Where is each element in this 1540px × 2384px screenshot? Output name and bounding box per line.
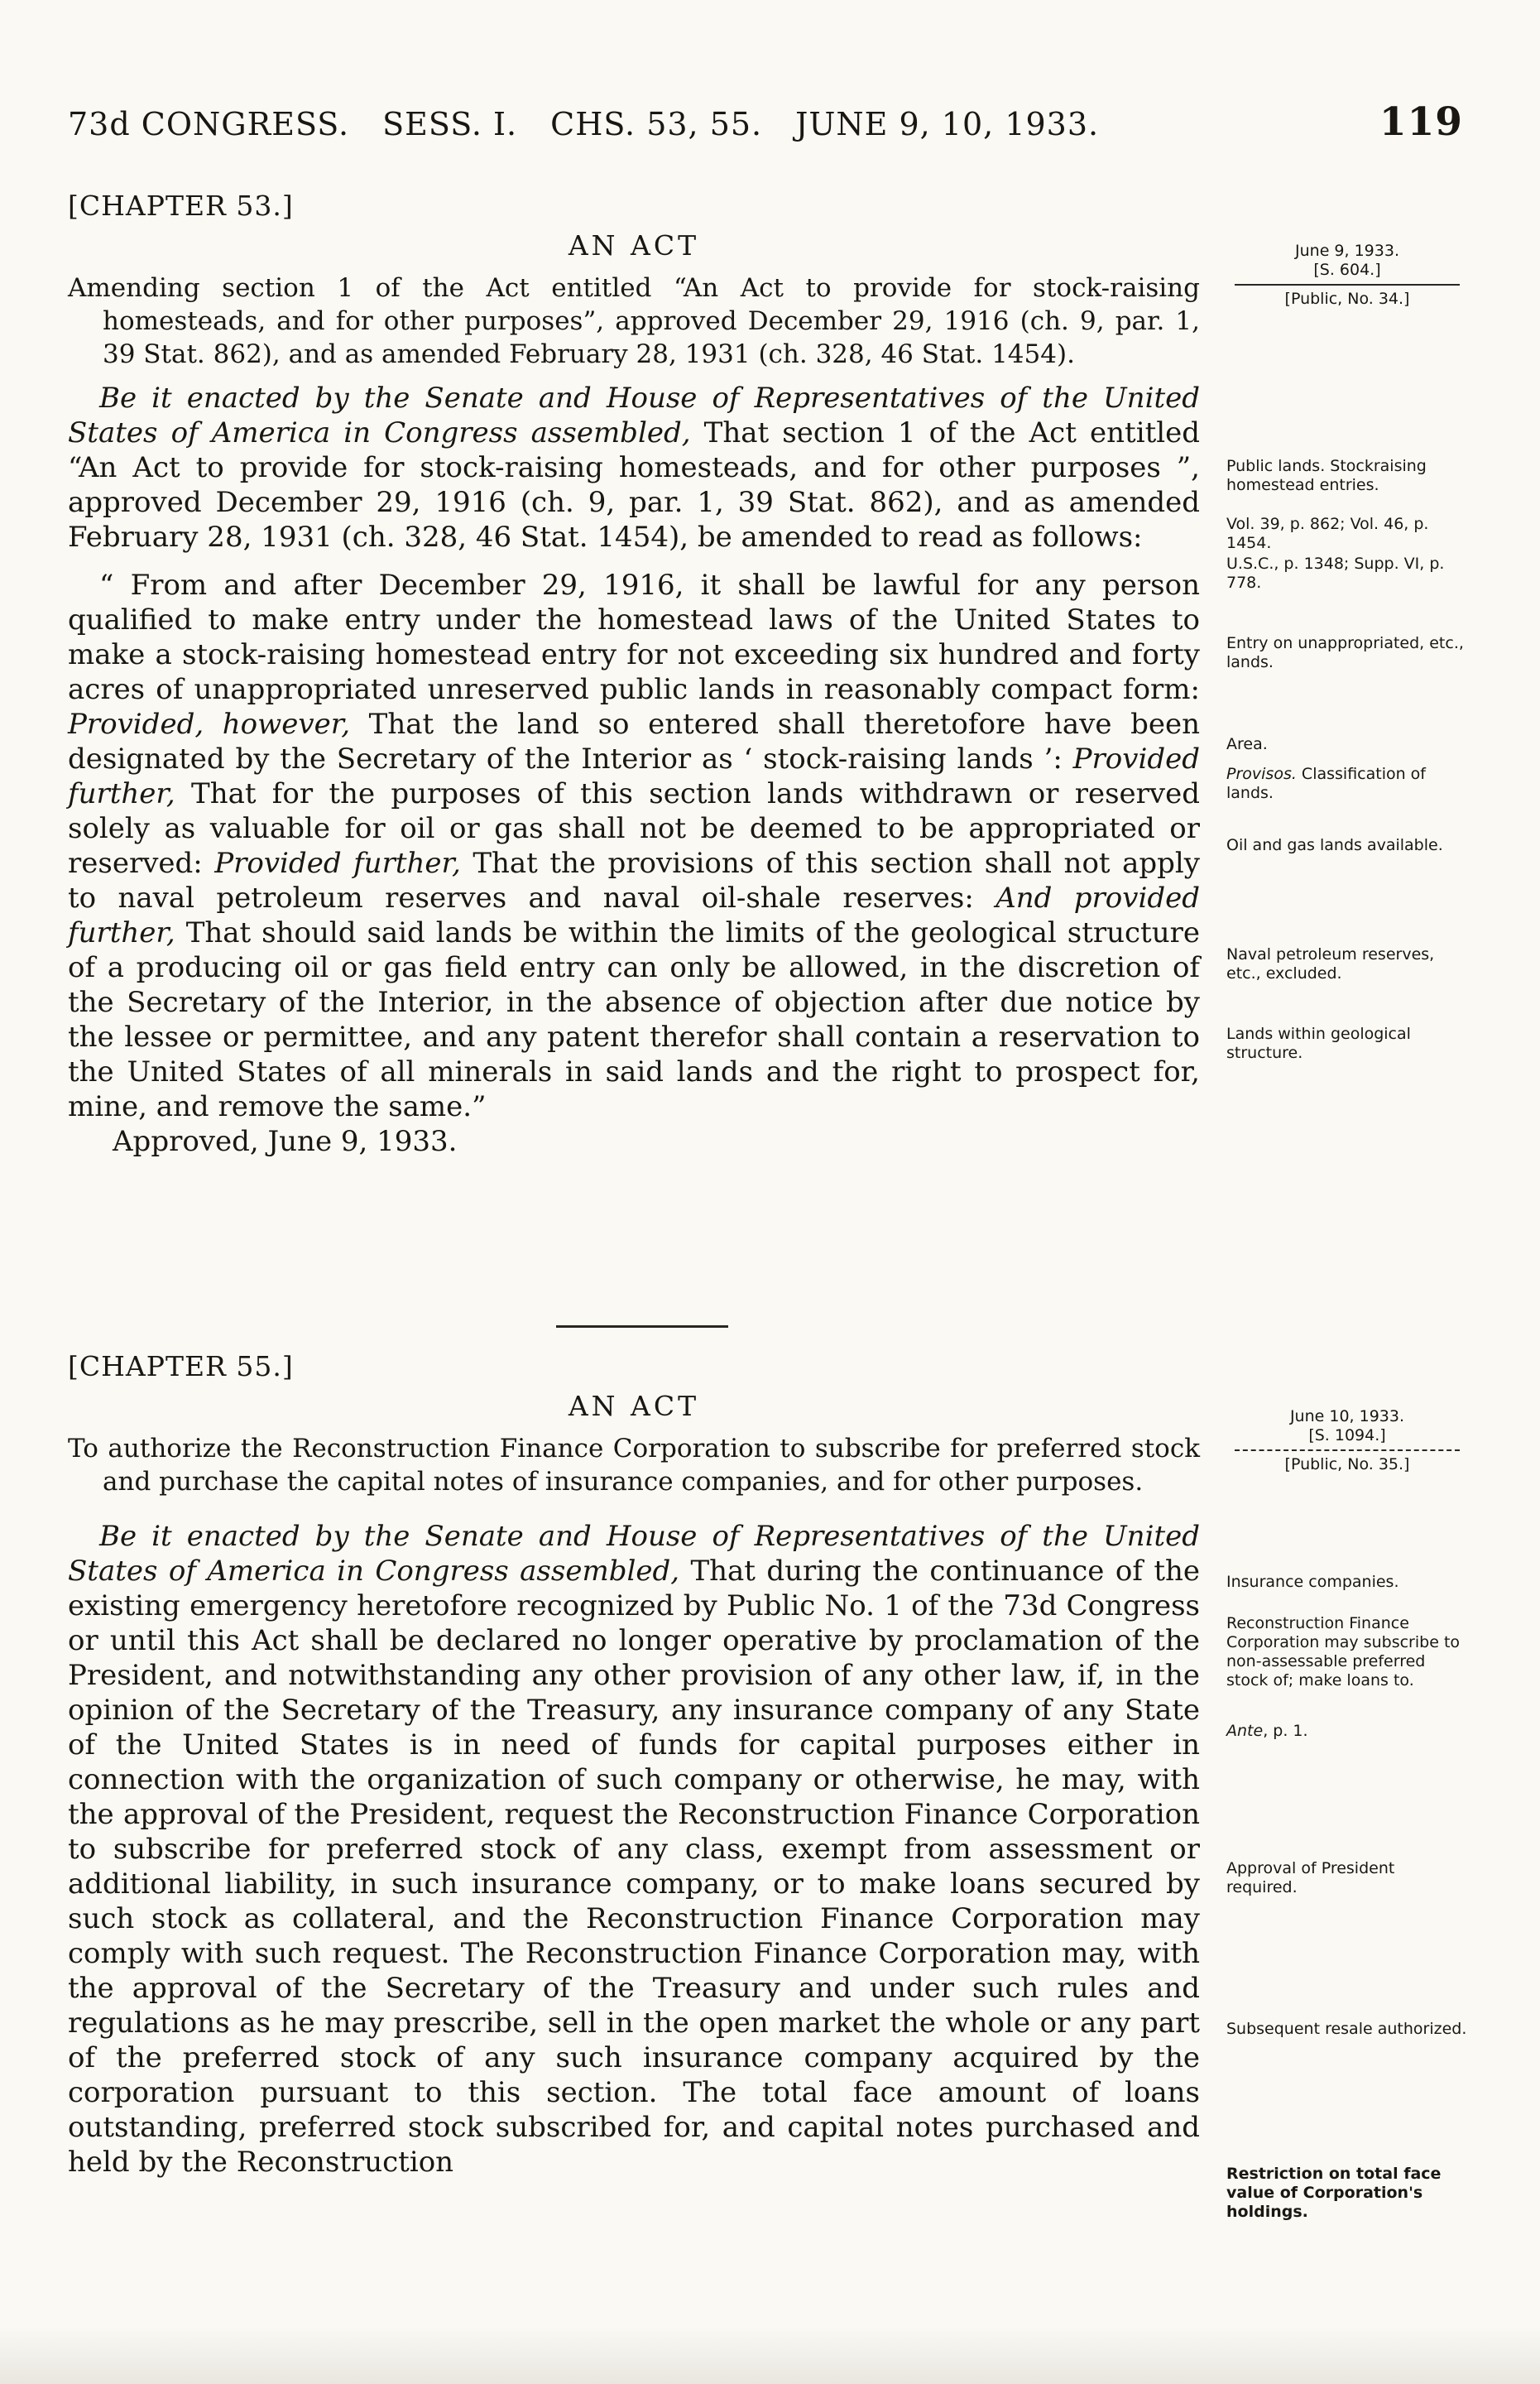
chapter-53-date-block — [1226, 242, 1468, 309]
running-head — [68, 99, 1463, 145]
chapter-53-section — [68, 189, 1200, 1159]
header-citation — [68, 106, 1099, 142]
chapter-separator-rule — [556, 1325, 728, 1328]
chapter-53-label: [CHAPTER 53.] — [68, 190, 294, 222]
margin-note-naval: Naval petroleum reserves, etc., excluded. — [1226, 945, 1435, 983]
chapter-55-bill-number: [S. 1094.] — [1308, 1426, 1386, 1444]
chapter-53-act-heading: AN ACT — [568, 229, 700, 262]
margin-note-vol-refs: Vol. 39, p. 862; Vol. 46, p. 1454. — [1226, 515, 1429, 552]
margin-note-restriction: Restriction on total face value of Corporation's holdings. — [1226, 2165, 1442, 2221]
margin-note-oil-gas: Oil and gas lands available. — [1226, 836, 1443, 854]
chapter-53-public-law-number: [Public, No. 34.] — [1284, 290, 1410, 308]
chapter-53-enacting-clause: Be it enacted by the Senate and House of Representatives of the United States of America in Congress assembled, That section 1 of the Act entitled “An Act to provide for stock-raising homesteads, and for other purposes ”, approved December 29, 1916 (ch. 9, par. 1, 39 Stat. 862), and as amended February 28, 1931 (ch. 328, 46 Stat. 1454), be amended to read as follows: — [68, 382, 1200, 554]
chapter-53-date: June 9, 1933. — [1295, 242, 1399, 260]
chapter-55-preamble: To authorize the Reconstruction Finance Corporation to subscribe for preferred stock and purchase the capital notes of insurance companies, and for other purposes. — [68, 1434, 1200, 1497]
header-date: JUNE 9, 10, 1933. — [795, 106, 1100, 142]
chapter-55-date: June 10, 1933. — [1289, 1407, 1405, 1425]
chapter-55-act-heading: AN ACT — [568, 1390, 700, 1422]
margin-note-usc-refs: U.S.C., p. 1348; Supp. VI, p. 778. — [1226, 555, 1445, 592]
chapter-55-section — [68, 1349, 1200, 2180]
chapter-53-preamble: Amending section 1 of the Act entitled “An Act to provide for stock-raising homesteads, and for other purposes”, approved December 29, 1916 (ch. 9, par. 1, 39 Stat. 862), and as amended February 28, 1931 (ch. 328, 46 Stat. 1454). — [68, 273, 1200, 369]
margin-note-resale: Subsequent resale authorized. — [1226, 2020, 1467, 2038]
chapter-55-public-law-number: [Public, No. 35.] — [1284, 1455, 1410, 1473]
chapter-55-date-block — [1226, 1407, 1468, 1474]
margin-note-approval: Approval of President required. — [1226, 1859, 1395, 1896]
chapter-53-body-paragraph: “ From and after December 29, 1916, it shall be lawful for any person qualified to make entry under the homestead laws of the United States to make a stock-raising homestead entry for not exceeding six hundred and forty acres of unappropriated unreserved public lands in reasonably compact form: Provided, however, That the land so entered shall theretofore have been designated by the Secretary of the Interior as ‘ stock-raising lands ’: Provided further, That for the purposes of this section lands withdrawn or reserved solely as valuable for oil or gas shall not be deemed to be appropriated or reserved: Provided further, That the provisions of this section shall not apply to naval petroleum reserves and naval oil-shale reserves: And provided further, That should said lands be within the limits of the geological structure of a producing oil or gas field entry can only be allowed, in the discretion of the Secretary of the Interior, in the absence of objection after due notice by the lessee or permittee, and any patent therefor shall contain a reservation to the United States of all minerals in said lands and the right to prospect for, mine, and remove the same.” — [68, 569, 1200, 1123]
chapter-53-bill-number: [S. 604.] — [1313, 261, 1381, 279]
margin-note-public-lands: Public lands. Stockraising homestead entries. — [1226, 457, 1427, 494]
margin-note-geological: Lands within geological structure. — [1226, 1025, 1411, 1062]
margin-divider-rule — [1235, 1449, 1460, 1451]
margin-note-ante-ref: Ante, p. 1. — [1226, 1722, 1308, 1740]
chapter-55-label: [CHAPTER 55.] — [68, 1350, 294, 1382]
margin-note-insurance: Insurance companies. — [1226, 1573, 1399, 1591]
header-session: SESS. I. — [382, 106, 518, 142]
header-congress: 73d CONGRESS. — [68, 106, 350, 142]
margin-note-provisos: Provisos. Classification of lands. — [1226, 765, 1427, 802]
margin-note-entry: Entry on unappropriated, etc., lands. — [1226, 634, 1464, 671]
margin-divider-rule — [1235, 284, 1460, 286]
margin-note-rfc-powers: Reconstruction Finance Corporation may subscribe to non-assessable preferred stock of; make loans to. — [1226, 1614, 1461, 1689]
chapter-53-approved-line: Approved, June 9, 1933. — [113, 1125, 458, 1158]
margin-note-area: Area. — [1226, 735, 1268, 753]
chapter-55-body-paragraph: Be it enacted by the Senate and House of Representatives of the United States of America in Congress assembled, That during the continuance of the existing emergency heretofore recognized by Public No. 1 of the 73d Congress or until this Act shall be declared no longer operative by proclamation of the President, and notwithstanding any other provision of any other law, if, in the opinion of the Secretary of the Treasury, any insurance company of any State of the United States is in need of funds for capital purposes either in connection with the organization of such company or otherwise, he may, with the approval of the President, request the Reconstruction Finance Corporation to subscribe for preferred stock of any class, exempt from assessment or additional liability, in such insurance company, or to make loans secured by such stock as collateral, and the Reconstruction Finance Corporation may comply with such request. The Reconstruction Finance Corporation may, with the approval of the Secretary of the Treasury and under such rules and regulations as he may prescribe, sell in the open market the whole or any part of the preferred stock of any such insurance company acquired by the corporation pursuant to this section. The total face amount of loans outstanding, preferred stock subscribed for, and capital notes purchased and held by the Reconstruction — [68, 1520, 1201, 2179]
header-chapters: CHS. 53, 55. — [550, 106, 763, 142]
page-number: 119 — [1379, 99, 1463, 145]
